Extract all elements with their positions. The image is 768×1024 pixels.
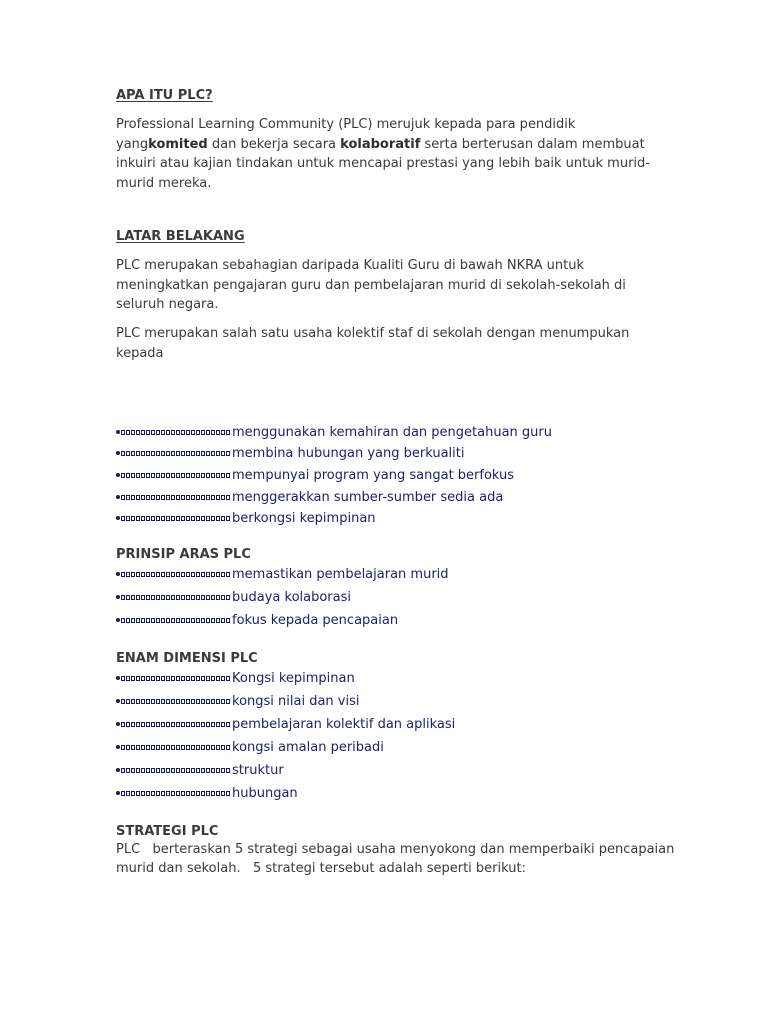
- bullet-text: struktur: [232, 762, 284, 778]
- missing-glyph-boxes-icon: [121, 451, 230, 456]
- missing-glyph-boxes-icon: [121, 495, 230, 500]
- paragraph-latar-1: PLC merupakan sebahagian daripada Kualiti Guru di bawah NKRA untuk meningkatkan pengajaran guru dan pembelajaran murid di sekolah-sekolah di seluruh negara.: [116, 258, 626, 312]
- bullet-dot-icon: [116, 516, 120, 520]
- bullet-dot-icon: [116, 676, 120, 680]
- bullet-dot-icon: [116, 430, 120, 434]
- bullet-dot-icon: [116, 618, 120, 622]
- strategi-line-1: PLC berteraskan 5 strategi sebagai usaha menyokong dan memperbaiki pencapaian: [116, 842, 675, 857]
- bullet-text: membina hubungan yang berkualiti: [232, 445, 465, 461]
- bullet-text: hubungan: [232, 785, 298, 801]
- bullet-dot-icon: [116, 791, 120, 795]
- strategi-line-2: murid dan sekolah. 5 strategi tersebut adalah seperti berikut:: [116, 861, 526, 876]
- missing-glyph-boxes-icon: [121, 722, 230, 727]
- bullet-text: Kongsi kepimpinan: [232, 670, 355, 686]
- bullet-text: berkongsi kepimpinan: [232, 510, 376, 526]
- missing-glyph-boxes-icon: [121, 516, 230, 521]
- bullet-dot-icon: [116, 745, 120, 749]
- bullet-dot-icon: [116, 722, 120, 726]
- paragraph-text: dan bekerja secara: [207, 136, 341, 152]
- bullet-dot-icon: [116, 495, 120, 499]
- bullet-dot-icon: [116, 699, 120, 703]
- bullet-item: [116, 422, 552, 442]
- missing-glyph-boxes-icon: [121, 699, 230, 704]
- bullet-dot-icon: [116, 595, 120, 599]
- bullet-item: [116, 714, 455, 734]
- paragraph-text: serta berterusan dalam membuat inkuiri atau kajian tindakan untuk mencapai prestasi yang lebih baik untuk murid-murid mereka.: [116, 136, 650, 191]
- bullet-dot-icon: [116, 768, 120, 772]
- bullet-item: [116, 465, 514, 485]
- bullet-item: [116, 508, 376, 528]
- missing-glyph-boxes-icon: [121, 430, 230, 435]
- missing-glyph-boxes-icon: [121, 745, 230, 750]
- heading-apa-itu-plc: APA ITU PLC?: [116, 88, 213, 103]
- bullet-dot-icon: [116, 473, 120, 477]
- bullet-text: kongsi amalan peribadi: [232, 739, 384, 755]
- missing-glyph-boxes-icon: [121, 473, 230, 478]
- bullet-item: [116, 783, 298, 803]
- bullet-text: pembelajaran kolektif dan aplikasi: [232, 716, 456, 732]
- bullet-item: [116, 487, 503, 507]
- bullet-item: [116, 610, 398, 630]
- bullet-item: [116, 443, 464, 463]
- bullet-text: menggunakan kemahiran dan pengetahuan guru: [232, 424, 552, 440]
- bullet-text: memastikan pembelajaran murid: [232, 566, 449, 582]
- bullet-item: [116, 668, 355, 688]
- missing-glyph-boxes-icon: [121, 595, 230, 600]
- bullet-text: fokus kepada pencapaian: [232, 612, 399, 628]
- bold-word-kolaboratif: kolaboratif: [340, 136, 421, 152]
- paragraph-latar-2: PLC merupakan salah satu usaha kolektif staf di sekolah dengan menumpukan kepada: [116, 326, 630, 361]
- bullet-dot-icon: [116, 451, 120, 455]
- bold-word-komited: komited: [148, 136, 208, 152]
- paragraph-apa-itu-plc: [116, 115, 656, 193]
- bullet-item: [116, 691, 359, 711]
- bullet-text: kongsi nilai dan visi: [232, 693, 360, 709]
- bullet-item: [116, 760, 284, 780]
- missing-glyph-boxes-icon: [121, 768, 230, 773]
- bullet-text: budaya kolaborasi: [232, 589, 351, 605]
- missing-glyph-boxes-icon: [121, 572, 230, 577]
- paragraph-text: Professional Learning Community (PLC) merujuk kepada para pendidik yang: [116, 117, 576, 152]
- bullet-item: [116, 737, 384, 757]
- heading-enam-dimensi-plc: ENAM DIMENSI PLC: [116, 651, 258, 666]
- heading-strategi-plc: STRATEGI PLC: [116, 824, 219, 839]
- bullet-text: mempunyai program yang sangat berfokus: [232, 467, 515, 483]
- bullet-item: [116, 564, 449, 584]
- bullet-dot-icon: [116, 572, 120, 576]
- missing-glyph-boxes-icon: [121, 676, 230, 681]
- bullet-item: [116, 587, 351, 607]
- missing-glyph-boxes-icon: [121, 618, 230, 623]
- heading-prinsip-aras-plc: PRINSIP ARAS PLC: [116, 547, 251, 562]
- heading-latar-belakang: LATAR BELAKANG: [116, 229, 245, 244]
- bullet-text: menggerakkan sumber-sumber sedia ada: [232, 489, 504, 505]
- missing-glyph-boxes-icon: [121, 791, 230, 796]
